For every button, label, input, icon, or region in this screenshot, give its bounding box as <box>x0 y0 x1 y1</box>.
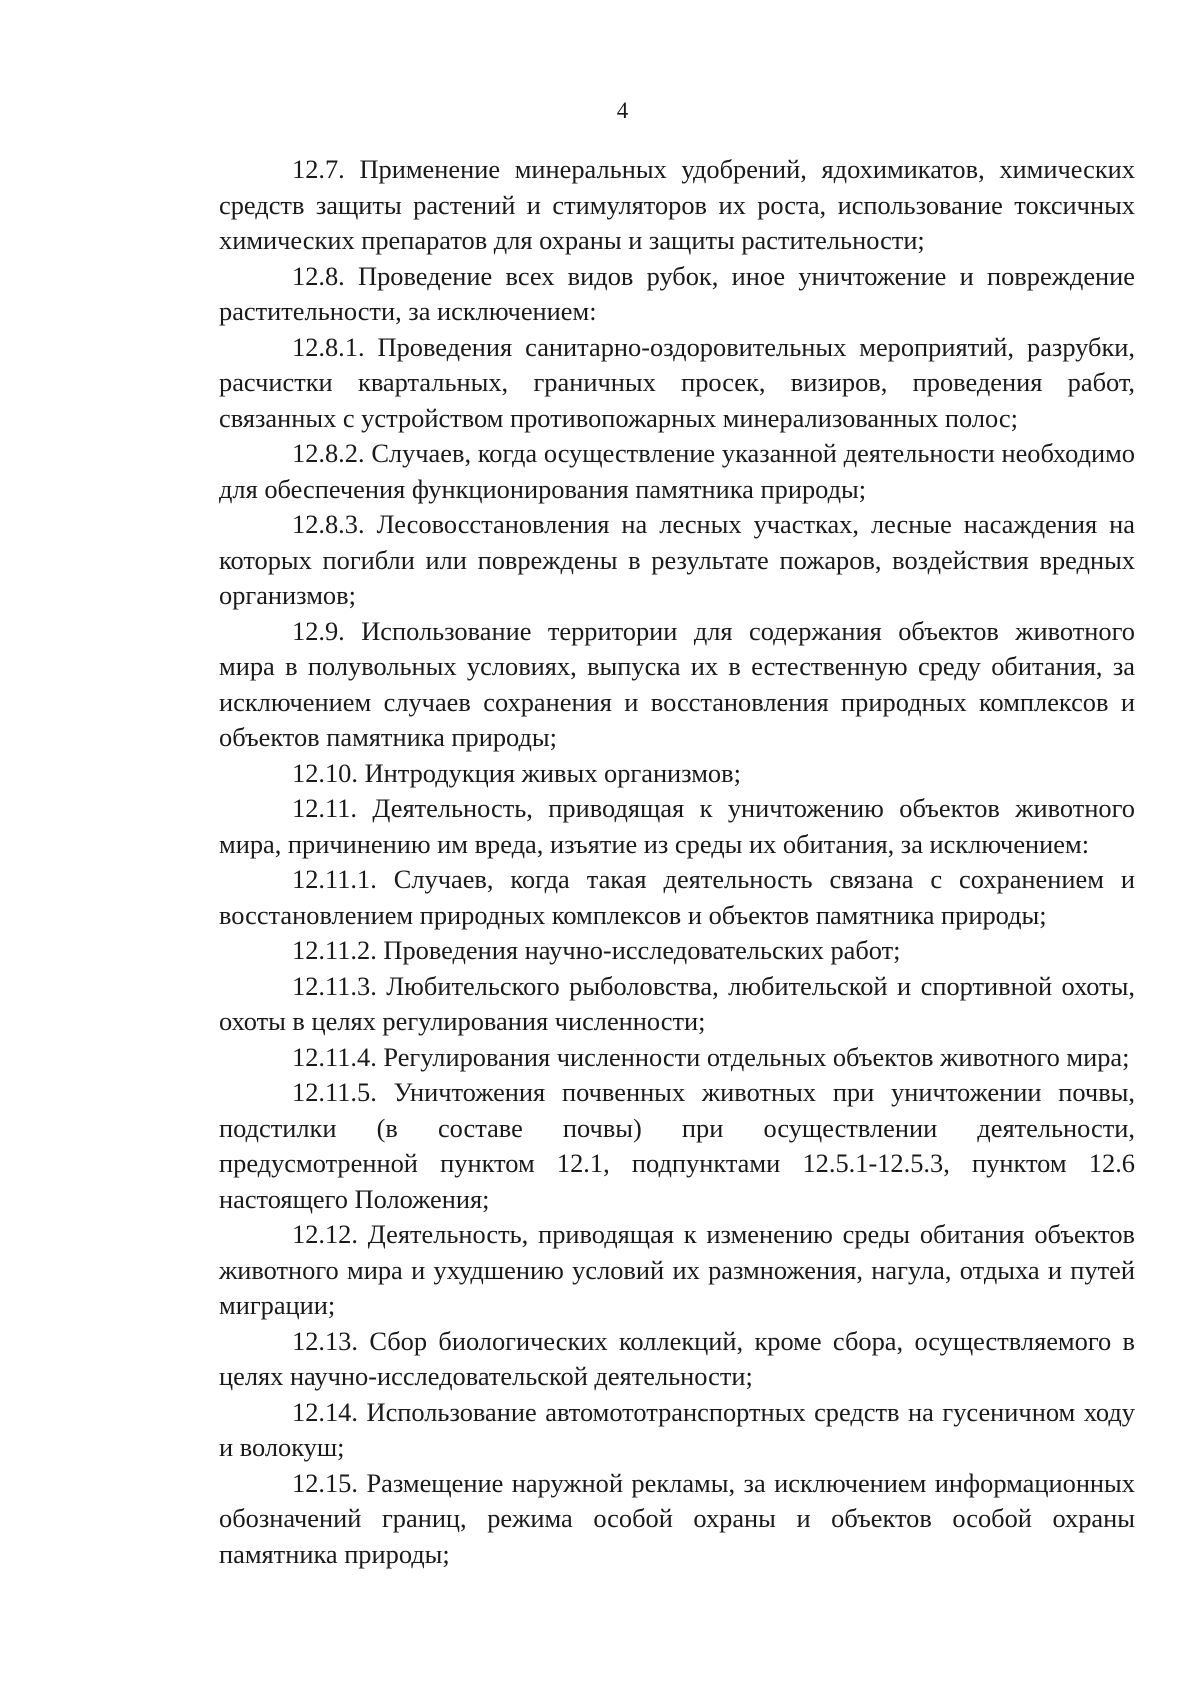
paragraph-12-7: 12.7. Применение минеральных удобрений, ядохимикатов, химических средств защиты растений и стимуляторов их роста, использование токсичных химических препаратов для охраны и защиты растительности; <box>219 154 1135 255</box>
paragraph-12-11-4: 12.11.4. Регулирования численности отдельных объектов животного мира; <box>292 1041 1130 1072</box>
document-body <box>219 152 1135 1572</box>
paragraph-12-14: 12.14. Использование автомототранспортных средств на гусеничном ходу и волокуш; <box>219 1396 1135 1462</box>
paragraph-12-11: 12.11. Деятельность, приводящая к уничтожению объектов животного мира, причинению им вреда, изъятие из среды их обитания, за исключением: <box>219 793 1135 859</box>
paragraph-12-8-2: 12.8.2. Случаев, когда осуществление указанной деятельности необходимо для обеспечения функционирования памятника природы; <box>219 438 1135 504</box>
paragraph-12-8-3: 12.8.3. Лесовосстановления на лесных участках, лесные насаждения на которых погибли или повреждены в результате пожаров, воздействия вредных организмов; <box>219 509 1135 610</box>
paragraph-12-13: 12.13. Сбор биологических коллекций, кроме сбора, осуществляемого в целях научно-исследовательской деятельности; <box>219 1325 1135 1391</box>
paragraph-12-8-1: 12.8.1. Проведения санитарно-оздоровительных мероприятий, разрубки, расчистки квартальных, граничных просек, визиров, проведения работ, связанных с устройством противопожарных минерализованных полос; <box>219 331 1135 433</box>
paragraph-12-11-3: 12.11.3. Любительского рыболовства, любительской и спортивной охоты, охоты в целях регулирования численности; <box>219 970 1135 1036</box>
paragraph-12-9: 12.9. Использование территории для содержания объектов животного мира в полувольных условиях, выпуска их в естественную среду обитания, за исключением случаев сохранения и восстановления природных комплексов и объектов памятника природы; <box>219 615 1135 752</box>
paragraph-12-11-2: 12.11.2. Проведения научно-исследовательских работ; <box>292 935 901 965</box>
paragraph-12-10: 12.10. Интродукция живых организмов; <box>292 757 741 788</box>
paragraph-12-11-1: 12.11.1. Случаев, когда такая деятельность связана с сохранением и восстановлением природных комплексов и объектов памятника природы; <box>219 864 1135 930</box>
paragraph-12-15: 12.15. Размещение наружной рекламы, за исключением информационных обозначений границ, режима особой охраны и объектов особой охраны памятника природы; <box>219 1467 1135 1569</box>
paragraph-12-11-5: 12.11.5. Уничтожения почвенных животных при уничтожении почвы, подстилки (в составе почвы) при осуществлении деятельности, предусмотренной пунктом 12.1, подпунктами 12.5.1-12.5.3, пунктом 12.6 настоящего Положения; <box>219 1077 1135 1214</box>
page-number: 4 <box>616 98 629 123</box>
paragraph-12-8: 12.8. Проведение всех видов рубок, иное уничтожение и повреждение растительности, за исключением: <box>219 260 1135 326</box>
paragraph-12-12: 12.12. Деятельность, приводящая к изменению среды обитания объектов животного мира и ухудшению условий их размножения, нагула, отдыха и путей миграции; <box>219 1219 1135 1320</box>
